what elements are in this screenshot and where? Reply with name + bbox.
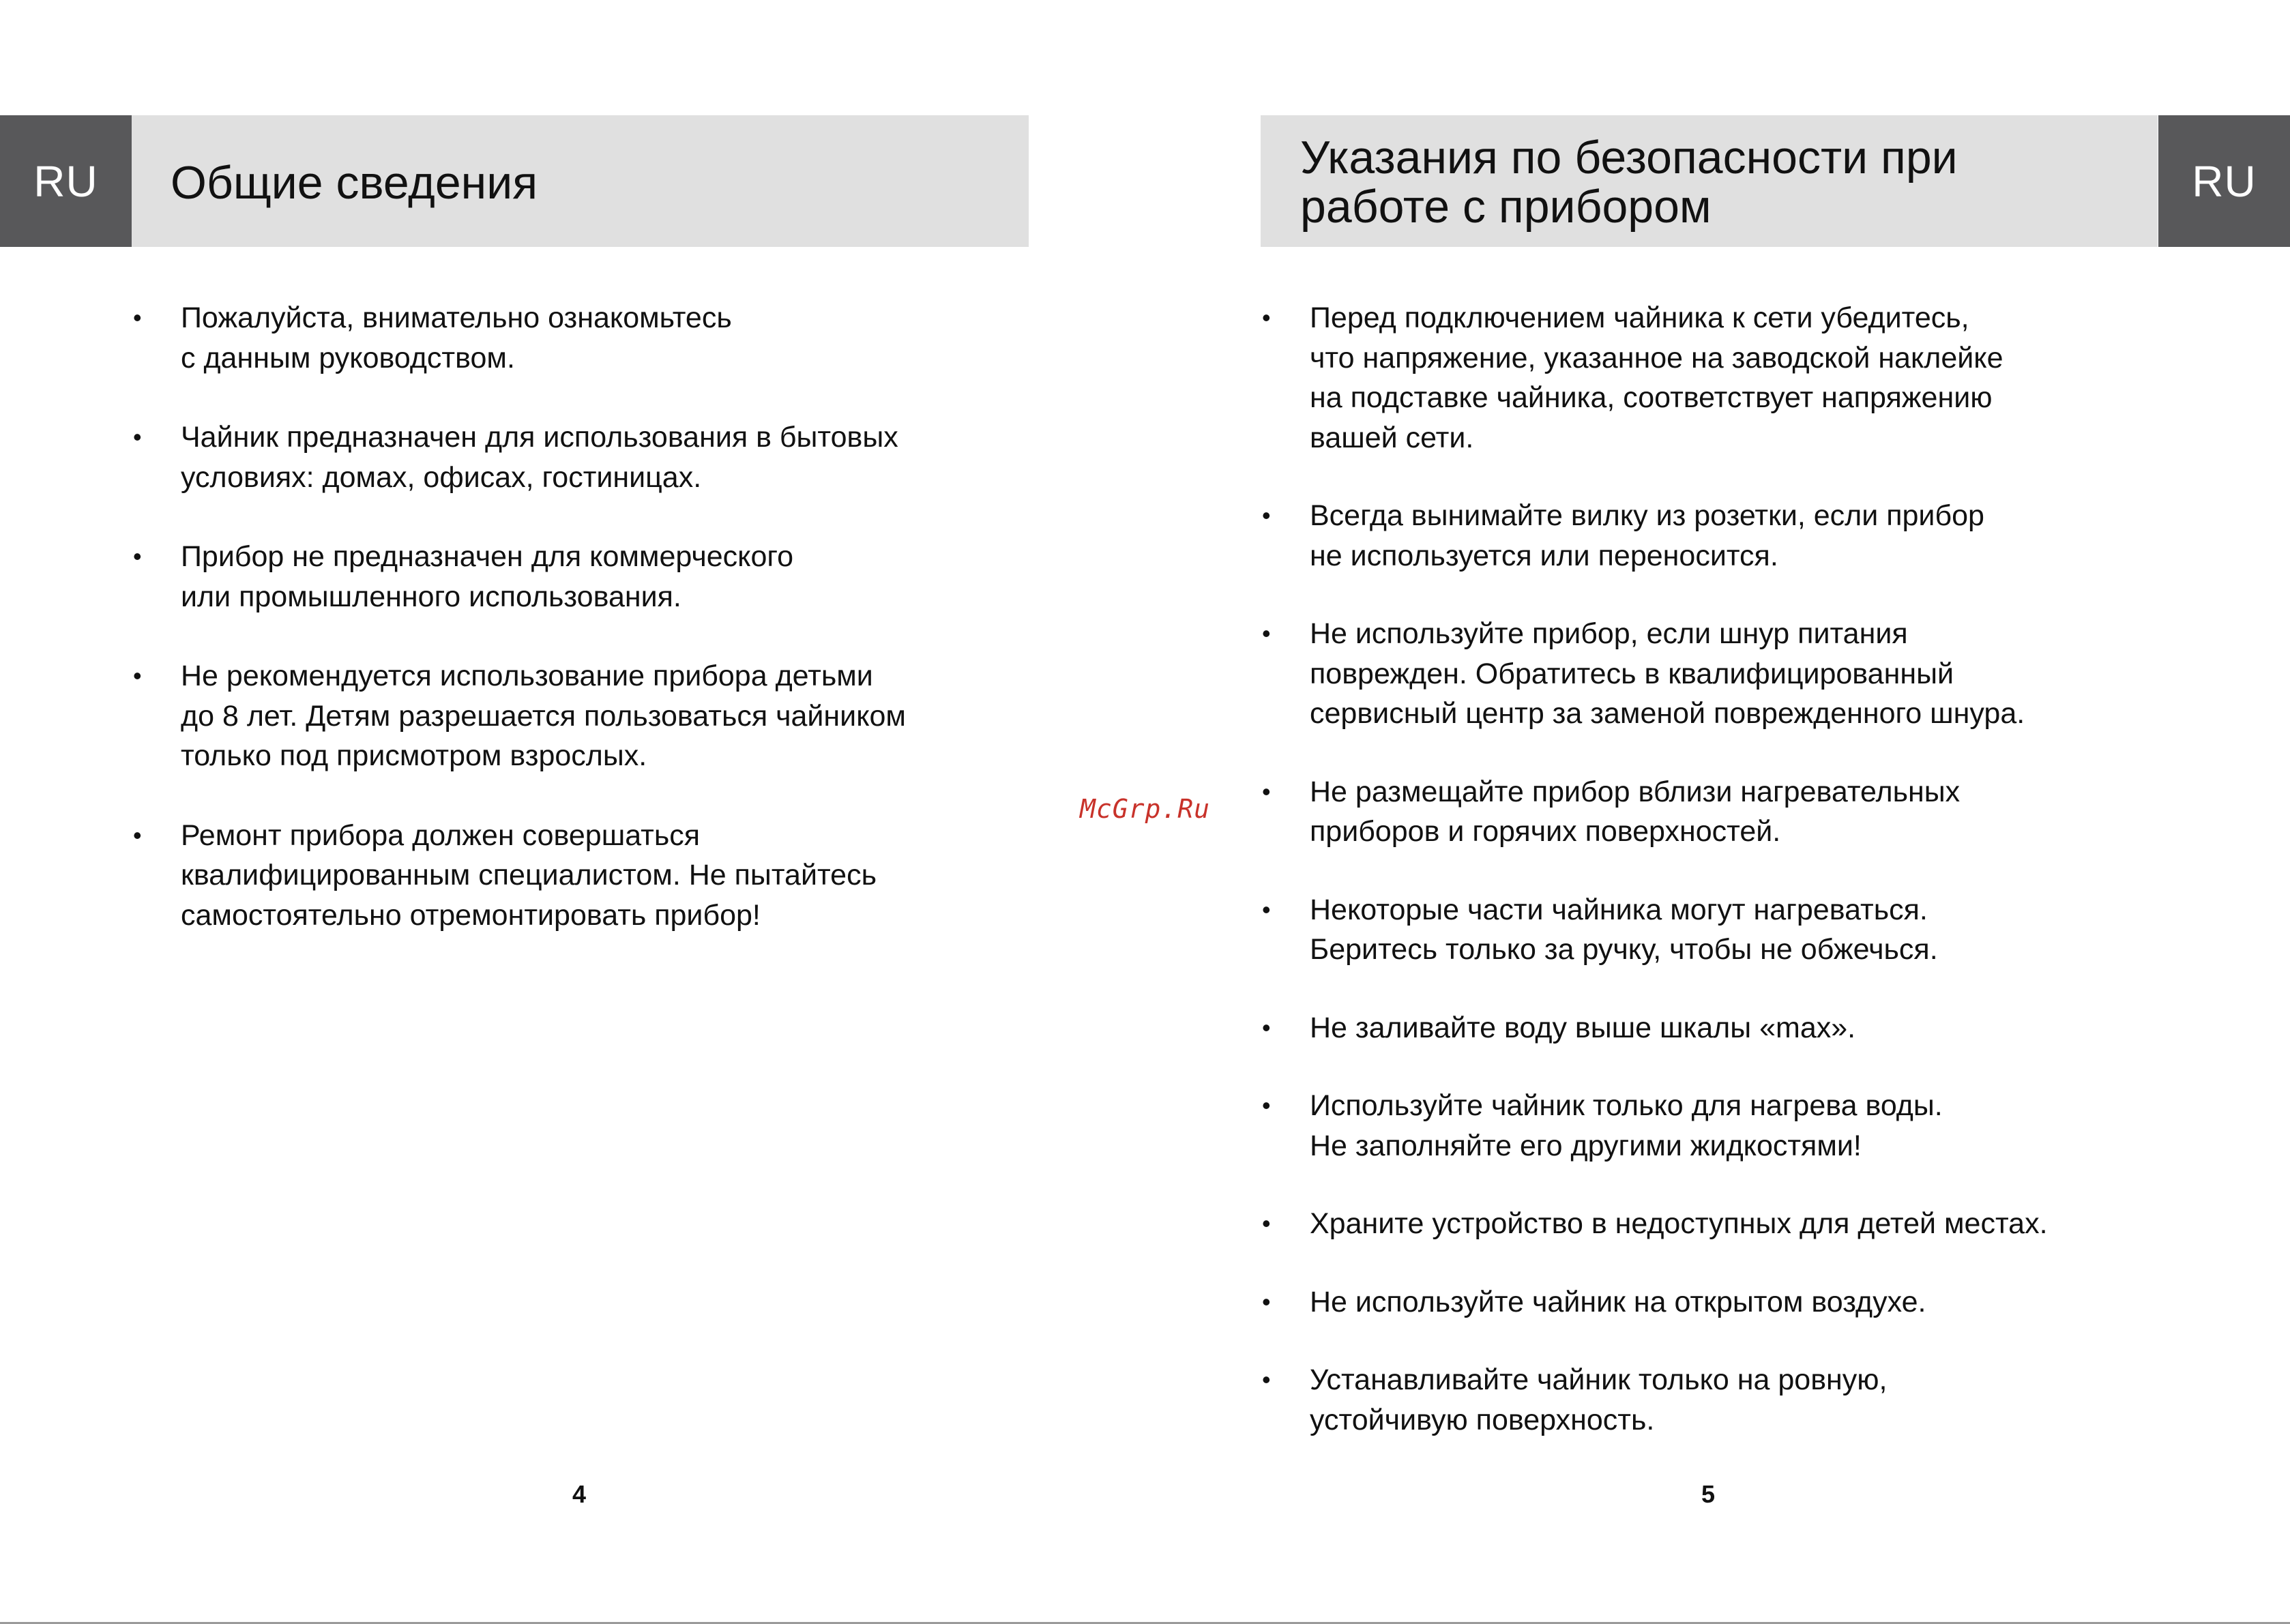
list-item: • Используйте чайник только для нагрева воды. Не заполняйте его другими жидкостями!	[1262, 1086, 2149, 1166]
right-safety-list	[1262, 298, 2149, 1440]
list-item: • Ремонт прибора должен совершаться квалифицированным специалистом. Не пытайтесь самостоятельно отремонтировать прибор!	[133, 816, 1006, 936]
right-page-number: 5	[1701, 1480, 1716, 1508]
list-item: • Не размещайте прибор вблизи нагревательных приборов и горячих поверхностей.	[1262, 772, 2149, 852]
left-page-number: 4	[572, 1480, 587, 1508]
left-info-list	[133, 298, 1006, 935]
list-item: • Прибор не предназначен для коммерческого или промышленного использования.	[133, 537, 1006, 617]
left-page-title: Общие сведения	[171, 157, 538, 209]
list-item: • Всегда вынимайте вилку из розетки, если прибор не используется или переносится.	[1262, 496, 2149, 576]
left-lang-tab: RU	[0, 115, 132, 247]
right-page-title	[1300, 133, 1958, 231]
list-item: • Не заливайте воду выше шкалы «max».	[1262, 1008, 2149, 1048]
list-item: • Не рекомендуется использование прибора детьми до 8 лет. Детям разрешается пользоваться чайником только под присмотром взрослых.	[133, 656, 1006, 776]
list-item: • Храните устройство в недоступных для детей местах.	[1262, 1204, 2149, 1244]
list-item: • Не используйте чайник на открытом воздухе.	[1262, 1282, 2149, 1323]
list-item: • Чайник предназначен для использования в бытовых условиях: домах, офисах, гостиницах.	[133, 417, 1006, 497]
list-item: • Некоторые части чайника могут нагреваться. Беритесь только за ручку, чтобы не обжечься.	[1262, 890, 2149, 970]
right-title-line-1: Указания по безопасности при	[1300, 132, 1958, 183]
list-item: • Перед подключением чайника к сети убедитесь, что напряжение, указанное на заводской наклейке на подставке чайника, соответствует напряжению вашей сети.	[1262, 298, 2149, 458]
right-lang-tab: RU	[2158, 115, 2290, 247]
list-item: • Устанавливайте чайник только на ровную, устойчивую поверхность.	[1262, 1360, 2149, 1440]
right-title-line-2: работе с прибором	[1300, 181, 1712, 233]
watermark: McGrp.Ru	[1080, 794, 1211, 824]
list-item: • Пожалуйста, внимательно ознакомьтесь с данным руководством.	[133, 298, 1006, 378]
list-item: • Не используйте прибор, если шнур питания поврежден. Обратитесь в квалифицированный сервисный центр за заменой поврежденного шнура.	[1262, 614, 2149, 734]
